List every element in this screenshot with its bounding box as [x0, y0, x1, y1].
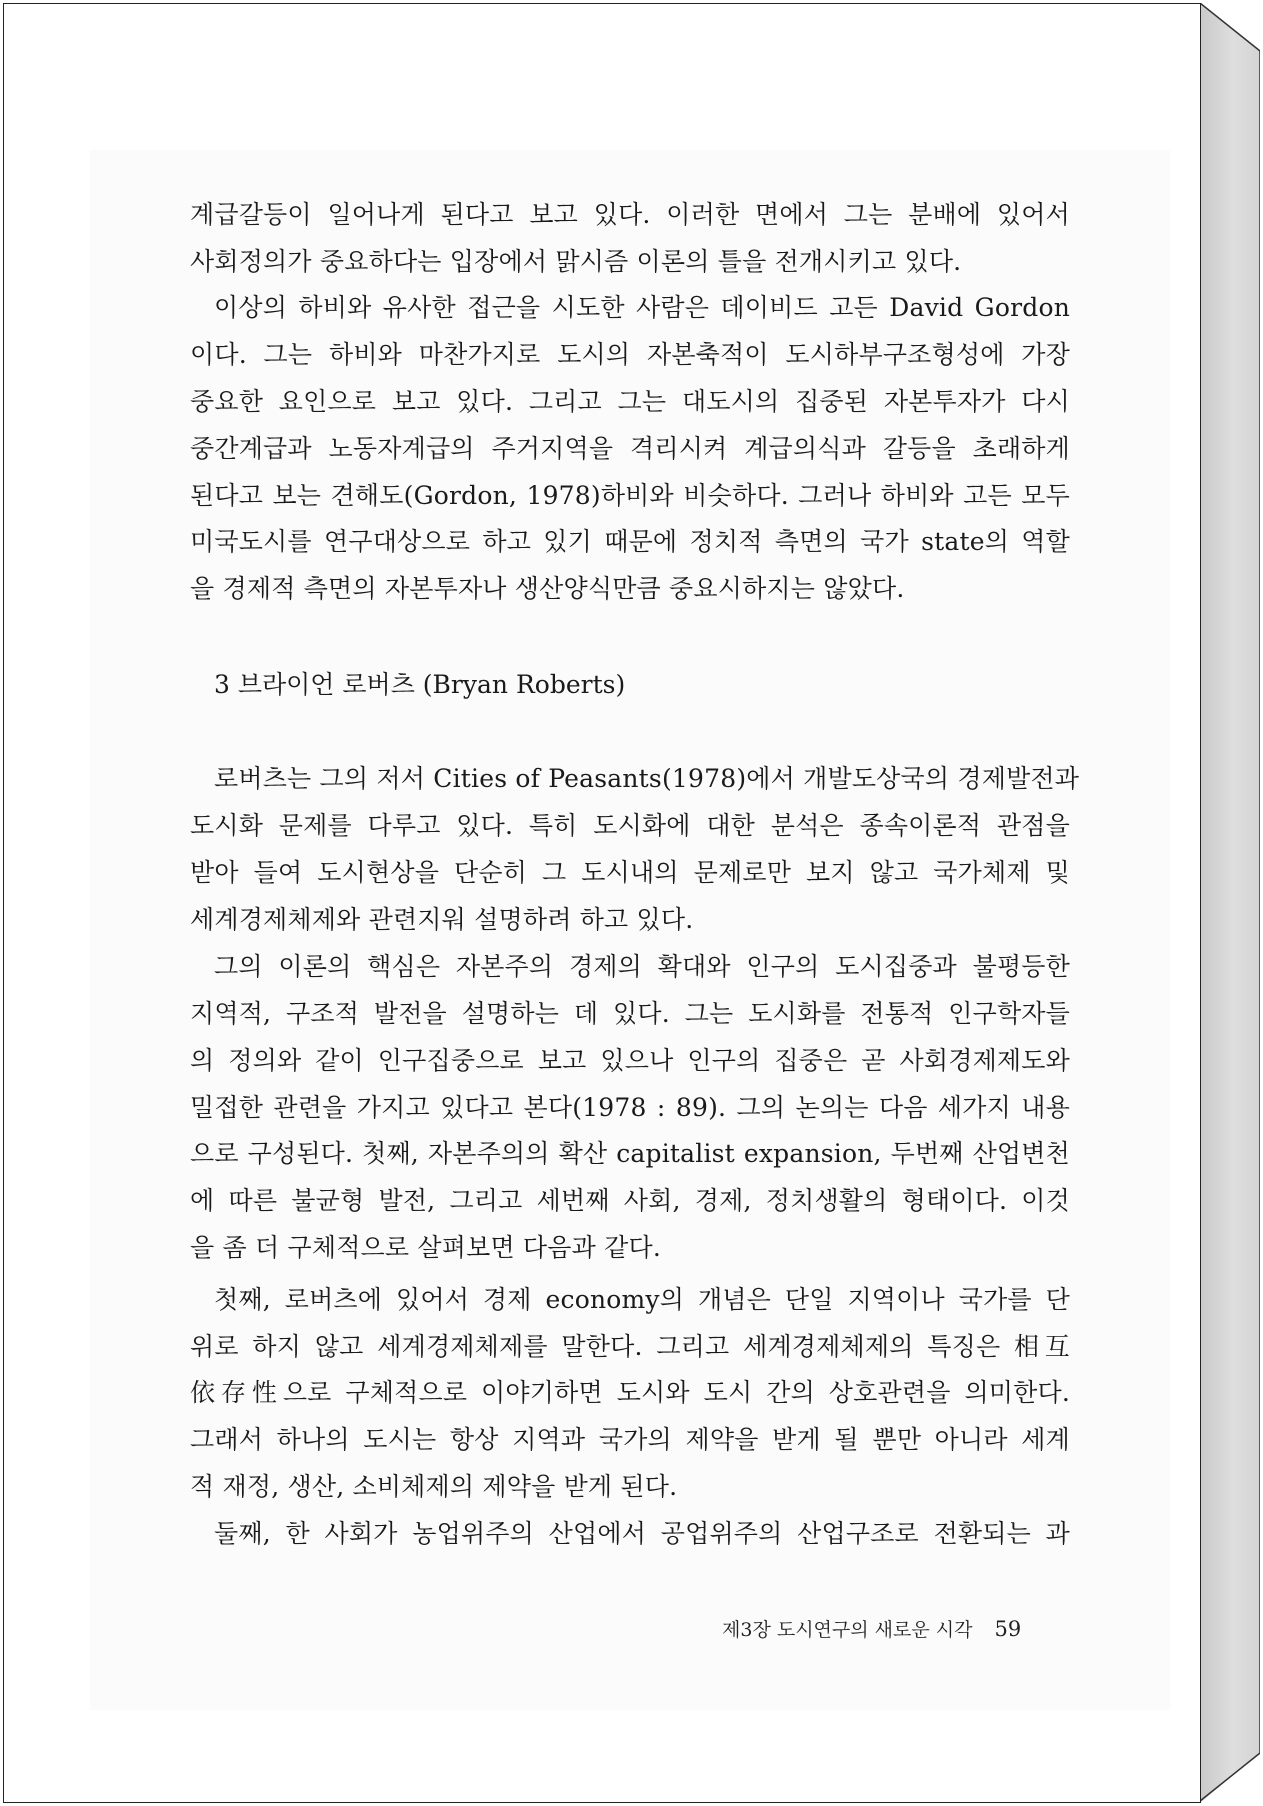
running-head: 제3장 도시연구의 새로운 시각	[722, 1619, 973, 1641]
section-heading: 3 브라이언 로버츠 (Bryan Roberts)	[214, 670, 626, 699]
text-line: 밀접한 관련을 가지고 있다고 본다(1978 : 89). 그의 논의는 다음 세가지 내용	[190, 1093, 1070, 1122]
text-line: 적 재정, 생산, 소비체제의 제약을 받게 된다.	[190, 1472, 678, 1501]
text-line: 로버츠는 그의 저서 Cities of Peasants(1978)에서 개발도상국의 경제발전과	[214, 764, 1080, 793]
text-line: 의 정의와 같이 인구집중으로 보고 있으나 인구의 집중은 곧 사회경제제도와	[190, 1046, 1070, 1075]
text-line: 계급갈등이 일어나게 된다고 보고 있다. 이러한 면에서 그는 분배에 있어서	[190, 200, 1070, 229]
text-line: 을 경제적 측면의 자본투자나 생산양식만큼 중요시하지는 않았다.	[190, 574, 905, 603]
text-line: 그의 이론의 핵심은 자본주의 경제의 확대와 인구의 도시집중과 불평등한	[214, 952, 1070, 981]
text-line: 에 따른 불균형 발전, 그리고 세번째 사회, 경제, 정치생활의 형태이다. 이것	[190, 1186, 1070, 1215]
text-line: 依存性으로 구체적으로 이야기하면 도시와 도시 간의 상호관련을 의미한다.	[190, 1378, 1070, 1407]
text-line: 첫째, 로버츠에 있어서 경제 economy의 개념은 단일 지역이나 국가를 단	[214, 1285, 1070, 1314]
page-number: 59	[994, 1617, 1022, 1641]
text-line: 사회정의가 중요하다는 입장에서 맑시즘 이론의 틀을 전개시키고 있다.	[190, 247, 962, 276]
page-footer	[722, 1616, 1021, 1643]
text-line: 된다고 보는 견해도(Gordon, 1978)하비와 비슷하다. 그러나 하비와 고든 모두	[190, 481, 1070, 510]
text-line: 이상의 하비와 유사한 접근을 시도한 사람은 데이비드 고든 David Gordon	[214, 293, 1070, 322]
text-line: 그래서 하나의 도시는 항상 지역과 국가의 제약을 받게 될 뿐만 아니라 세계	[190, 1425, 1070, 1454]
text-line: 세계경제체제와 관련지워 설명하려 하고 있다.	[190, 905, 694, 934]
text-line: 중요한 요인으로 보고 있다. 그리고 그는 대도시의 집중된 자본투자가 다시	[190, 387, 1070, 416]
text-line: 받아 들여 도시현상을 단순히 그 도시내의 문제로만 보지 않고 국가체제 및	[190, 858, 1070, 887]
text-line: 이다. 그는 하비와 마찬가지로 도시의 자본축적이 도시하부구조형성에 가장	[190, 340, 1070, 369]
text-line: 도시화 문제를 다루고 있다. 특히 도시화에 대한 분석은 종속이론적 관점을	[190, 811, 1070, 840]
text-line: 미국도시를 연구대상으로 하고 있기 때문에 정치적 측면의 국가 state의 역할	[190, 527, 1070, 556]
page-edge-outline	[1200, 3, 1260, 1803]
text-line: 으로 구성된다. 첫째, 자본주의의 확산 capitalist expansion, 두번째 산업변천	[190, 1139, 1070, 1168]
text-line: 을 좀 더 구체적으로 살펴보면 다음과 같다.	[190, 1233, 661, 1262]
text-line: 지역적, 구조적 발전을 설명하는 데 있다. 그는 도시화를 전통적 인구학자들	[190, 999, 1070, 1028]
text-line: 둘째, 한 사회가 농업위주의 산업에서 공업위주의 산업구조로 전환되는 과	[214, 1519, 1070, 1548]
text-line: 위로 하지 않고 세계경제체제를 말한다. 그리고 세계경제체제의 특징은 相互	[190, 1332, 1070, 1361]
text-line: 중간계급과 노동자계급의 주거지역을 격리시켜 계급의식과 갈등을 초래하게	[190, 434, 1070, 463]
